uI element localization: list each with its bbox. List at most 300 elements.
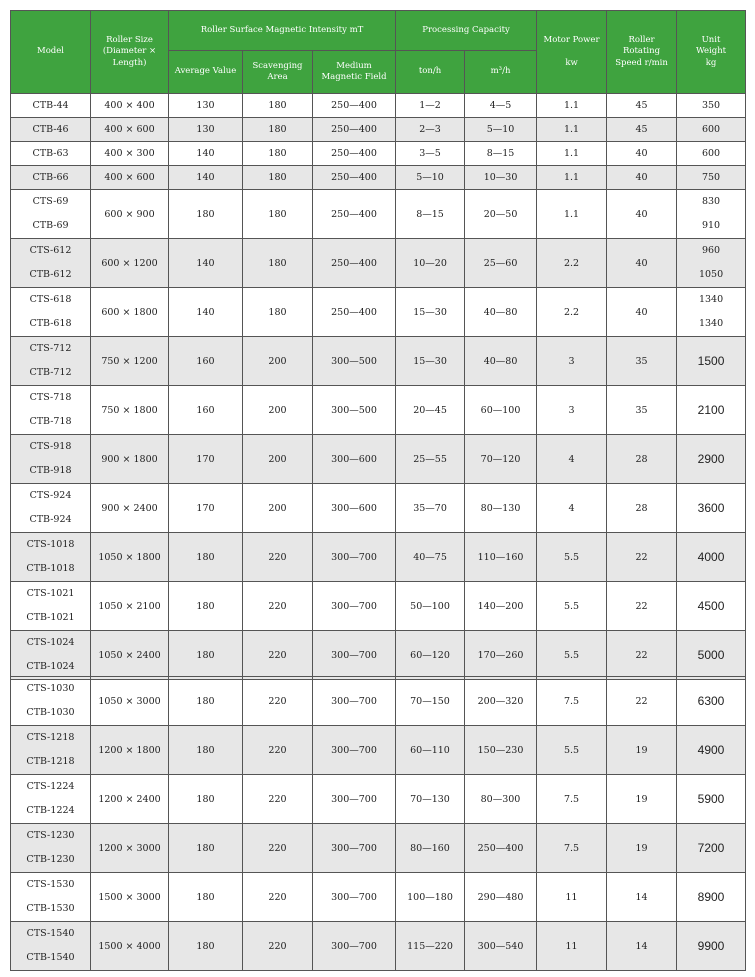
cell-unit-weight bbox=[677, 582, 746, 631]
cell-model bbox=[11, 582, 91, 631]
cell-medium-field: 300—500 bbox=[313, 337, 396, 386]
weight-value: 600 bbox=[701, 148, 721, 159]
model-name: CTB-46 bbox=[32, 124, 69, 135]
cell-model bbox=[11, 239, 91, 288]
cell-unit-weight bbox=[677, 677, 746, 726]
weight-value: 5900 bbox=[697, 792, 725, 806]
col-roller-speed-unit: Speed r/min bbox=[615, 57, 668, 68]
weight-value: 8900 bbox=[697, 890, 725, 904]
weight-value: 4900 bbox=[697, 743, 725, 757]
col-motor-power-label: Motor Power bbox=[543, 34, 600, 45]
model-name: CTS-918 bbox=[29, 441, 72, 452]
cell-unit-weight bbox=[677, 726, 746, 775]
table-row bbox=[11, 337, 746, 386]
cell-scavenging-area: 180 bbox=[243, 190, 313, 239]
table-row bbox=[11, 435, 746, 484]
cell-roller-size: 1050 × 1800 bbox=[91, 533, 169, 582]
cell-scavenging-area: 180 bbox=[243, 239, 313, 288]
cell-capacity-m3: 150—230 bbox=[465, 726, 537, 775]
cell-roller-size: 1200 × 1800 bbox=[91, 726, 169, 775]
weight-value: 830 bbox=[701, 196, 721, 207]
cell-model bbox=[11, 775, 91, 824]
cell-roller-speed: 28 bbox=[607, 435, 677, 484]
cell-roller-size: 600 × 1200 bbox=[91, 239, 169, 288]
col-motor-power-unit: kw bbox=[565, 57, 578, 68]
model-name: CTS-1540 bbox=[26, 928, 75, 939]
cell-capacity-ton: 60—120 bbox=[396, 631, 465, 680]
cell-unit-weight bbox=[677, 337, 746, 386]
cell-capacity-m3: 80—300 bbox=[465, 775, 537, 824]
table-row bbox=[11, 118, 746, 142]
model-name: CTS-618 bbox=[29, 294, 72, 305]
table-row bbox=[11, 239, 746, 288]
table-row bbox=[11, 922, 746, 971]
cell-roller-size: 600 × 900 bbox=[91, 190, 169, 239]
cell-roller-speed: 19 bbox=[607, 824, 677, 873]
cell-capacity-m3: 5—10 bbox=[465, 118, 537, 142]
cell-capacity-m3: 70—120 bbox=[465, 435, 537, 484]
cell-unit-weight bbox=[677, 922, 746, 971]
cell-average-value: 170 bbox=[169, 484, 243, 533]
cell-capacity-m3: 4—5 bbox=[465, 94, 537, 118]
cell-capacity-m3: 170—260 bbox=[465, 631, 537, 680]
cell-motor-power: 11 bbox=[537, 873, 607, 922]
table-row bbox=[11, 775, 746, 824]
cell-roller-size: 400 × 300 bbox=[91, 142, 169, 166]
cell-roller-size: 1050 × 3000 bbox=[91, 677, 169, 726]
cell-average-value: 140 bbox=[169, 239, 243, 288]
cell-medium-field: 300—700 bbox=[313, 582, 396, 631]
model-name: CTB-718 bbox=[29, 416, 72, 427]
cell-capacity-ton: 25—55 bbox=[396, 435, 465, 484]
cell-motor-power: 1.1 bbox=[537, 118, 607, 142]
cell-model bbox=[11, 824, 91, 873]
cell-model bbox=[11, 118, 91, 142]
model-name: CTB-612 bbox=[29, 269, 72, 280]
spec-table bbox=[10, 10, 746, 680]
model-name: CTS-718 bbox=[29, 392, 72, 403]
cell-average-value: 180 bbox=[169, 582, 243, 631]
table-row bbox=[11, 166, 746, 190]
cell-unit-weight bbox=[677, 118, 746, 142]
cell-unit-weight bbox=[677, 824, 746, 873]
cell-average-value: 180 bbox=[169, 677, 243, 726]
cell-roller-speed: 22 bbox=[607, 533, 677, 582]
cell-model bbox=[11, 873, 91, 922]
cell-medium-field: 300—700 bbox=[313, 533, 396, 582]
cell-scavenging-area: 180 bbox=[243, 166, 313, 190]
cell-motor-power: 1.1 bbox=[537, 142, 607, 166]
cell-average-value: 130 bbox=[169, 118, 243, 142]
cell-scavenging-area: 200 bbox=[243, 435, 313, 484]
cell-roller-size: 1050 × 2100 bbox=[91, 582, 169, 631]
cell-average-value: 160 bbox=[169, 337, 243, 386]
col-roller-size-sub: (Diameter × Length) bbox=[102, 46, 157, 68]
cell-model bbox=[11, 677, 91, 726]
model-name: CTS-924 bbox=[29, 490, 72, 501]
model-name: CTB-66 bbox=[32, 172, 69, 183]
cell-capacity-m3: 290—480 bbox=[465, 873, 537, 922]
cell-scavenging-area: 200 bbox=[243, 337, 313, 386]
cell-medium-field: 300—700 bbox=[313, 775, 396, 824]
model-name: CTB-918 bbox=[29, 465, 72, 476]
weight-value: 2900 bbox=[697, 452, 725, 466]
cell-roller-speed: 45 bbox=[607, 94, 677, 118]
cell-average-value: 130 bbox=[169, 94, 243, 118]
cell-model bbox=[11, 533, 91, 582]
cell-medium-field: 300—700 bbox=[313, 922, 396, 971]
cell-unit-weight bbox=[677, 435, 746, 484]
cell-scavenging-area: 180 bbox=[243, 94, 313, 118]
cell-scavenging-area: 200 bbox=[243, 484, 313, 533]
cell-motor-power: 5.5 bbox=[537, 533, 607, 582]
col-m3-h: m³/h bbox=[465, 51, 537, 94]
cell-scavenging-area: 220 bbox=[243, 922, 313, 971]
model-name: CTB-44 bbox=[32, 100, 69, 111]
table-row bbox=[11, 873, 746, 922]
cell-roller-size: 400 × 400 bbox=[91, 94, 169, 118]
cell-medium-field: 250—400 bbox=[313, 239, 396, 288]
cell-medium-field: 300—700 bbox=[313, 677, 396, 726]
cell-motor-power: 4 bbox=[537, 484, 607, 533]
cell-average-value: 180 bbox=[169, 631, 243, 680]
col-scavenging-area-label: Scavenging Area bbox=[252, 60, 303, 82]
cell-roller-speed: 40 bbox=[607, 239, 677, 288]
cell-scavenging-area: 220 bbox=[243, 824, 313, 873]
cell-roller-speed: 28 bbox=[607, 484, 677, 533]
cell-capacity-ton: 35—70 bbox=[396, 484, 465, 533]
cell-roller-speed: 40 bbox=[607, 288, 677, 337]
table-row bbox=[11, 142, 746, 166]
cell-average-value: 180 bbox=[169, 873, 243, 922]
cell-roller-speed: 40 bbox=[607, 166, 677, 190]
cell-model bbox=[11, 190, 91, 239]
weight-value: 1340 bbox=[698, 318, 724, 329]
cell-model bbox=[11, 484, 91, 533]
col-unit-weight-unit: kg bbox=[705, 57, 717, 68]
weight-value: 910 bbox=[701, 220, 721, 231]
model-name: CTB-712 bbox=[29, 367, 72, 378]
weight-value: 7200 bbox=[697, 841, 725, 855]
weight-value: 9900 bbox=[697, 939, 725, 953]
cell-model bbox=[11, 435, 91, 484]
weight-value: 1050 bbox=[698, 269, 724, 280]
cell-medium-field: 250—400 bbox=[313, 166, 396, 190]
model-name: CTS-69 bbox=[32, 196, 69, 207]
model-name: CTB-1030 bbox=[26, 707, 75, 718]
model-name: CTS-712 bbox=[29, 343, 72, 354]
cell-capacity-ton: 2—3 bbox=[396, 118, 465, 142]
cell-capacity-ton: 70—150 bbox=[396, 677, 465, 726]
cell-capacity-m3: 10—30 bbox=[465, 166, 537, 190]
cell-roller-speed: 14 bbox=[607, 922, 677, 971]
table-row bbox=[11, 190, 746, 239]
model-name: CTB-618 bbox=[29, 318, 72, 329]
table-row bbox=[11, 631, 746, 680]
table-row bbox=[11, 726, 746, 775]
cell-scavenging-area: 180 bbox=[243, 288, 313, 337]
cell-medium-field: 250—400 bbox=[313, 190, 396, 239]
weight-value: 350 bbox=[701, 100, 721, 111]
cell-capacity-ton: 8—15 bbox=[396, 190, 465, 239]
table-row bbox=[11, 533, 746, 582]
cell-motor-power: 7.5 bbox=[537, 824, 607, 873]
cell-unit-weight bbox=[677, 873, 746, 922]
cell-roller-speed: 22 bbox=[607, 631, 677, 680]
cell-model bbox=[11, 288, 91, 337]
cell-average-value: 140 bbox=[169, 166, 243, 190]
cell-model bbox=[11, 386, 91, 435]
cell-capacity-ton: 5—10 bbox=[396, 166, 465, 190]
col-roller-size-label: Roller Size bbox=[106, 34, 153, 45]
cell-scavenging-area: 220 bbox=[243, 726, 313, 775]
cell-capacity-m3: 8—15 bbox=[465, 142, 537, 166]
cell-roller-speed: 19 bbox=[607, 775, 677, 824]
weight-value: 1340 bbox=[698, 294, 724, 305]
col-average-value: Average Value bbox=[169, 51, 243, 94]
cell-motor-power: 2.2 bbox=[537, 239, 607, 288]
cell-capacity-m3: 110—160 bbox=[465, 533, 537, 582]
cell-roller-size: 400 × 600 bbox=[91, 118, 169, 142]
cell-average-value: 180 bbox=[169, 775, 243, 824]
model-name: CTB-1540 bbox=[26, 952, 75, 963]
weight-value: 2100 bbox=[697, 403, 725, 417]
cell-capacity-m3: 200—320 bbox=[465, 677, 537, 726]
cell-average-value: 180 bbox=[169, 922, 243, 971]
cell-capacity-ton: 40—75 bbox=[396, 533, 465, 582]
cell-unit-weight bbox=[677, 533, 746, 582]
col-motor-power bbox=[537, 11, 607, 94]
weight-value: 600 bbox=[701, 124, 721, 135]
cell-motor-power: 7.5 bbox=[537, 677, 607, 726]
cell-medium-field: 250—400 bbox=[313, 94, 396, 118]
cell-unit-weight bbox=[677, 775, 746, 824]
cell-unit-weight bbox=[677, 631, 746, 680]
cell-average-value: 180 bbox=[169, 824, 243, 873]
cell-medium-field: 300—600 bbox=[313, 484, 396, 533]
model-name: CTS-1021 bbox=[26, 588, 75, 599]
col-medium-field bbox=[313, 51, 396, 94]
cell-capacity-ton: 20—45 bbox=[396, 386, 465, 435]
cell-roller-size: 1500 × 3000 bbox=[91, 873, 169, 922]
cell-model bbox=[11, 922, 91, 971]
cell-average-value: 140 bbox=[169, 288, 243, 337]
cell-capacity-ton: 15—30 bbox=[396, 337, 465, 386]
cell-roller-size: 1500 × 4000 bbox=[91, 922, 169, 971]
cell-medium-field: 250—400 bbox=[313, 142, 396, 166]
cell-average-value: 180 bbox=[169, 533, 243, 582]
cell-capacity-ton: 60—110 bbox=[396, 726, 465, 775]
cell-roller-size: 750 × 1800 bbox=[91, 386, 169, 435]
cell-capacity-m3: 140—200 bbox=[465, 582, 537, 631]
cell-average-value: 180 bbox=[169, 190, 243, 239]
spec-table-continued bbox=[10, 676, 746, 971]
cell-average-value: 160 bbox=[169, 386, 243, 435]
cell-average-value: 140 bbox=[169, 142, 243, 166]
col-roller-speed-label: Roller Rotating bbox=[623, 34, 661, 57]
cell-motor-power: 3 bbox=[537, 337, 607, 386]
cell-scavenging-area: 200 bbox=[243, 386, 313, 435]
cell-roller-size: 600 × 1800 bbox=[91, 288, 169, 337]
cell-medium-field: 300—700 bbox=[313, 726, 396, 775]
cell-scavenging-area: 220 bbox=[243, 873, 313, 922]
model-name: CTS-1218 bbox=[26, 732, 75, 743]
col-ton-h: ton/h bbox=[396, 51, 465, 94]
cell-roller-speed: 40 bbox=[607, 142, 677, 166]
cell-capacity-ton: 50—100 bbox=[396, 582, 465, 631]
table-row bbox=[11, 288, 746, 337]
cell-capacity-ton: 115—220 bbox=[396, 922, 465, 971]
cell-scavenging-area: 220 bbox=[243, 582, 313, 631]
spec-table-body bbox=[11, 94, 746, 680]
cell-average-value: 180 bbox=[169, 726, 243, 775]
cell-scavenging-area: 180 bbox=[243, 118, 313, 142]
model-name: CTS-1024 bbox=[26, 637, 75, 648]
cell-roller-size: 1050 × 2400 bbox=[91, 631, 169, 680]
model-name: CTB-63 bbox=[32, 148, 69, 159]
weight-value: 960 bbox=[701, 245, 721, 256]
cell-medium-field: 300—700 bbox=[313, 631, 396, 680]
cell-scavenging-area: 220 bbox=[243, 631, 313, 680]
table-row bbox=[11, 484, 746, 533]
cell-model bbox=[11, 166, 91, 190]
model-name: CTB-1018 bbox=[26, 563, 75, 574]
cell-capacity-ton: 100—180 bbox=[396, 873, 465, 922]
model-name: CTB-1218 bbox=[26, 756, 75, 767]
weight-value: 750 bbox=[701, 172, 721, 183]
cell-motor-power: 5.5 bbox=[537, 726, 607, 775]
cell-roller-speed: 19 bbox=[607, 726, 677, 775]
col-unit-weight-label: Unit Weight bbox=[695, 34, 727, 57]
table-row bbox=[11, 677, 746, 726]
cell-capacity-ton: 10—20 bbox=[396, 239, 465, 288]
cell-unit-weight bbox=[677, 166, 746, 190]
cell-unit-weight bbox=[677, 386, 746, 435]
cell-roller-size: 900 × 2400 bbox=[91, 484, 169, 533]
cell-medium-field: 300—600 bbox=[313, 435, 396, 484]
cell-capacity-ton: 80—160 bbox=[396, 824, 465, 873]
cell-capacity-ton: 70—130 bbox=[396, 775, 465, 824]
cell-capacity-ton: 1—2 bbox=[396, 94, 465, 118]
cell-medium-field: 300—700 bbox=[313, 873, 396, 922]
cell-capacity-m3: 60—100 bbox=[465, 386, 537, 435]
cell-unit-weight bbox=[677, 142, 746, 166]
cell-medium-field: 250—400 bbox=[313, 288, 396, 337]
cell-roller-size: 900 × 1800 bbox=[91, 435, 169, 484]
cell-capacity-ton: 15—30 bbox=[396, 288, 465, 337]
cell-unit-weight bbox=[677, 190, 746, 239]
cell-capacity-m3: 80—130 bbox=[465, 484, 537, 533]
cell-unit-weight bbox=[677, 484, 746, 533]
model-name: CTB-924 bbox=[29, 514, 72, 525]
cell-capacity-m3: 40—80 bbox=[465, 288, 537, 337]
cell-unit-weight bbox=[677, 239, 746, 288]
cell-model bbox=[11, 94, 91, 118]
cell-motor-power: 1.1 bbox=[537, 166, 607, 190]
cell-capacity-m3: 40—80 bbox=[465, 337, 537, 386]
weight-value: 4500 bbox=[697, 599, 725, 613]
cell-motor-power: 5.5 bbox=[537, 582, 607, 631]
cell-scavenging-area: 220 bbox=[243, 677, 313, 726]
weight-value: 4000 bbox=[697, 550, 725, 564]
cell-scavenging-area: 220 bbox=[243, 533, 313, 582]
cell-medium-field: 300—700 bbox=[313, 824, 396, 873]
model-name: CTB-1530 bbox=[26, 903, 75, 914]
cell-unit-weight bbox=[677, 288, 746, 337]
cell-roller-speed: 35 bbox=[607, 386, 677, 435]
model-name: CTS-1224 bbox=[26, 781, 75, 792]
cell-motor-power: 2.2 bbox=[537, 288, 607, 337]
cell-motor-power: 5.5 bbox=[537, 631, 607, 680]
cell-scavenging-area: 220 bbox=[243, 775, 313, 824]
cell-capacity-m3: 300—540 bbox=[465, 922, 537, 971]
cell-model bbox=[11, 726, 91, 775]
cell-roller-speed: 22 bbox=[607, 582, 677, 631]
cell-model bbox=[11, 631, 91, 680]
model-name: CTB-1224 bbox=[26, 805, 75, 816]
weight-value: 1500 bbox=[697, 354, 725, 368]
col-unit-weight bbox=[677, 11, 746, 94]
cell-roller-size: 1200 × 3000 bbox=[91, 824, 169, 873]
weight-value: 3600 bbox=[697, 501, 725, 515]
col-roller-speed bbox=[607, 11, 677, 94]
table-row bbox=[11, 824, 746, 873]
table-row bbox=[11, 386, 746, 435]
col-group-capacity: Processing Capacity bbox=[396, 11, 537, 51]
table-row bbox=[11, 582, 746, 631]
cell-unit-weight bbox=[677, 94, 746, 118]
model-name: CTS-1530 bbox=[26, 879, 75, 890]
cell-roller-size: 1200 × 2400 bbox=[91, 775, 169, 824]
model-name: CTB-1021 bbox=[26, 612, 75, 623]
col-scavenging-area bbox=[243, 51, 313, 94]
col-roller-size bbox=[91, 11, 169, 94]
cell-motor-power: 11 bbox=[537, 922, 607, 971]
cell-scavenging-area: 180 bbox=[243, 142, 313, 166]
cell-roller-size: 750 × 1200 bbox=[91, 337, 169, 386]
model-name: CTS-1018 bbox=[26, 539, 75, 550]
cell-roller-size: 400 × 600 bbox=[91, 166, 169, 190]
model-name: CTS-612 bbox=[29, 245, 72, 256]
col-medium-field-label: Medium Magnetic Field bbox=[321, 60, 387, 82]
cell-capacity-m3: 250—400 bbox=[465, 824, 537, 873]
weight-value: 5000 bbox=[697, 648, 725, 662]
cell-roller-speed: 35 bbox=[607, 337, 677, 386]
table-row bbox=[11, 94, 746, 118]
spec-table-continued-body bbox=[11, 677, 746, 971]
cell-motor-power: 7.5 bbox=[537, 775, 607, 824]
cell-roller-speed: 14 bbox=[607, 873, 677, 922]
cell-average-value: 170 bbox=[169, 435, 243, 484]
model-name: CTB-1230 bbox=[26, 854, 75, 865]
cell-motor-power: 1.1 bbox=[537, 94, 607, 118]
cell-capacity-m3: 20—50 bbox=[465, 190, 537, 239]
cell-roller-speed: 45 bbox=[607, 118, 677, 142]
cell-medium-field: 300—500 bbox=[313, 386, 396, 435]
cell-motor-power: 4 bbox=[537, 435, 607, 484]
col-group-intensity: Roller Surface Magnetic Intensity mT bbox=[169, 11, 396, 51]
model-name: CTB-69 bbox=[32, 220, 69, 231]
cell-motor-power: 3 bbox=[537, 386, 607, 435]
cell-medium-field: 250—400 bbox=[313, 118, 396, 142]
model-name: CTB-1024 bbox=[26, 661, 75, 672]
cell-capacity-ton: 3—5 bbox=[396, 142, 465, 166]
weight-value: 6300 bbox=[697, 694, 725, 708]
model-name: CTS-1230 bbox=[26, 830, 75, 841]
cell-roller-speed: 22 bbox=[607, 677, 677, 726]
cell-capacity-m3: 25—60 bbox=[465, 239, 537, 288]
col-model: Model bbox=[11, 11, 91, 94]
